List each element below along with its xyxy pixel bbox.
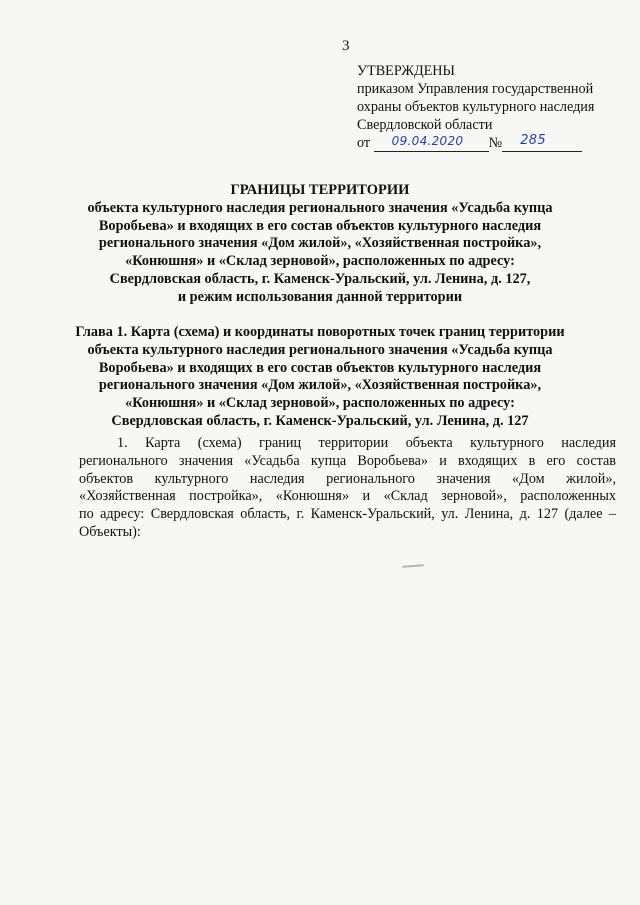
number-field (502, 133, 582, 152)
paragraph-line: регионального значения «Усадьба купца Воробьева» и входящих в его состав (79, 452, 616, 469)
body-paragraph-1 (79, 435, 616, 542)
chapter-line: объекта культурного наследия регионального значения «Усадьба купца (87, 341, 553, 358)
chapter-line: «Конюшня» и «Склад зерновой», расположенных по адресу: (125, 395, 515, 412)
title-line: «Конюшня» и «Склад зерновой», расположенных по адресу: (125, 253, 515, 270)
title-line: и режим использования данной территории (177, 288, 463, 305)
date-field (374, 136, 489, 152)
title-line: Свердловская область, г. Каменск-Уральский, ул. Ленина, д. 127, (109, 270, 531, 287)
chapter-heading (40, 324, 600, 431)
title-line: объекта культурного наследия регионального значения «Усадьба купца (87, 199, 553, 216)
title-heading: ГРАНИЦЫ ТЕРРИТОРИИ (230, 182, 410, 198)
chapter-line: Воробьева» и входящих в его состав объектов культурного наследия (98, 359, 542, 376)
page-number: 3 (342, 38, 350, 54)
approval-line-4: Свердловской области (357, 117, 493, 133)
approval-heading: УТВЕРЖДЕНЫ (357, 63, 455, 79)
chapter-line: Глава 1. Карта (схема) и координаты поворотных точек границ территории (75, 324, 565, 340)
scan-mark (402, 564, 424, 568)
paragraph-line: 1. Карта (схема) границ территории объекта культурного наследия (117, 435, 616, 451)
date-prefix-label: от (357, 135, 371, 151)
title-line: регионального значения «Дом жилой», «Хозяйственная постройка», (98, 235, 542, 252)
chapter-line: Свердловская область, г. Каменск-Уральский, ул. Ленина, д. 127 (111, 412, 529, 429)
paragraph-line: Объекты): (79, 523, 141, 540)
handwritten-date: 09.04.2020 (391, 134, 464, 148)
document-title (40, 182, 600, 307)
chapter-line: регионального значения «Дом жилой», «Хозяйственная постройка», (98, 377, 542, 394)
paragraph-line: «Хозяйственная постройка», «Конюшня» и «Склад зерновой», расположенных (79, 488, 616, 505)
approval-line-2: приказом Управления государственной (357, 81, 594, 97)
handwritten-number: 285 (520, 133, 546, 148)
paragraph-line: по адресу: Свердловская область, г. Каменск-Уральский, ул. Ленина, д. 127 (далее – (79, 506, 616, 523)
title-line: Воробьева» и входящих в его состав объектов культурного наследия (98, 217, 542, 234)
approval-block (357, 62, 627, 152)
approval-line-3: охраны объектов культурного наследия (357, 99, 595, 115)
approval-date-number-row (357, 134, 627, 152)
number-sign-label: № (488, 135, 503, 151)
paragraph-line: объектов культурного наследия регионального значения «Дом жилой», (79, 470, 616, 487)
